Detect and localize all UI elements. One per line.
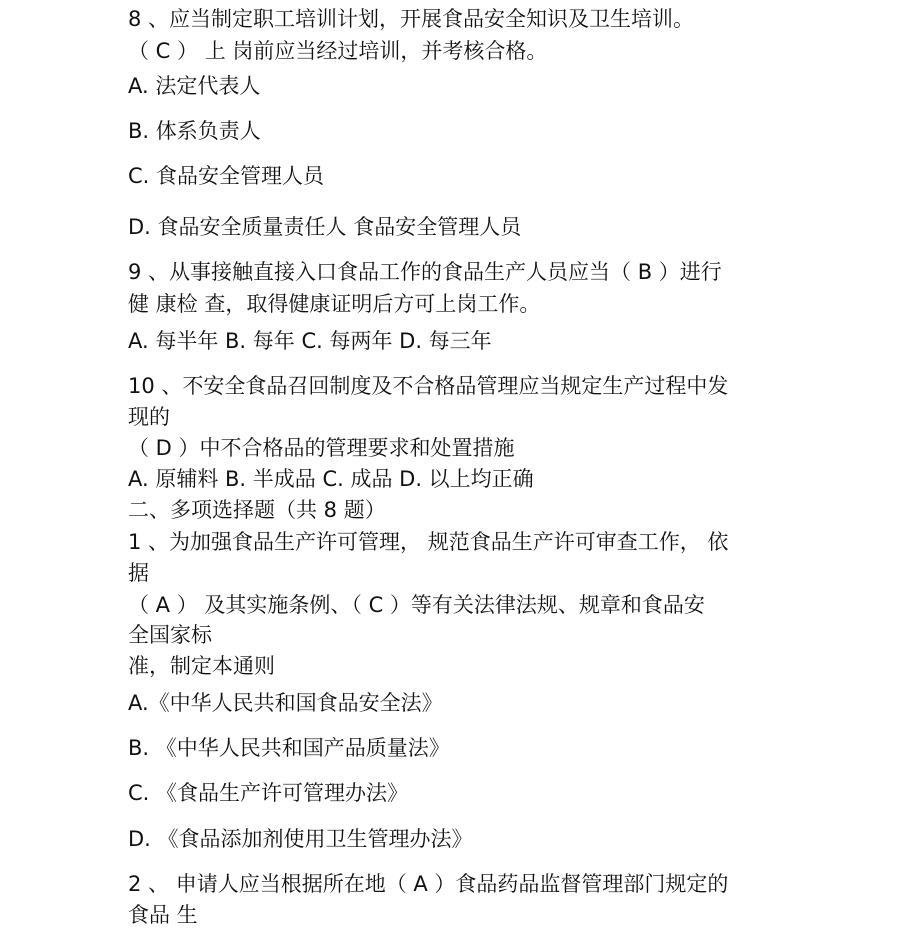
mc-question-2-line-1: 2 、 申请人应当根据所在地（ A ）食品药品监督管理部门规定的	[128, 872, 729, 896]
section-heading: 二、多项选择题（共 8 题）	[128, 498, 386, 522]
question-8-option-c: C. 食品安全管理人员	[128, 164, 325, 188]
question-10-line-3: （ D ）中不合格品的管理要求和处置措施	[128, 436, 515, 460]
mc-question-1-line-1: 1 、为加强食品生产许可管理， 规范食品生产许可审查工作， 依	[128, 530, 729, 554]
mc-question-1-line-4: 全国家标	[128, 623, 212, 647]
question-8-option-d: D. 食品安全质量责任人 食品安全管理人员	[128, 215, 522, 239]
question-9-line-2: 健 康检 查，取得健康证明后方可上岗工作。	[128, 292, 541, 316]
question-8-option-a: A. 法定代表人	[128, 74, 261, 98]
question-10-line-2: 现的	[128, 405, 170, 429]
mc-question-1-option-c: C. 《食品生产许可管理办法》	[128, 781, 409, 805]
mc-question-1-option-d: D. 《食品添加剂使用卫生管理办法》	[128, 827, 473, 851]
mc-question-1-option-a: A.《中华人民共和国食品安全法》	[128, 691, 443, 715]
mc-question-2-line-2: 食品 生	[128, 903, 198, 927]
question-9-options: A. 每半年 B. 每年 C. 每两年 D. 每三年	[128, 329, 492, 353]
mc-question-1-option-b: B. 《中华人民共和国产品质量法》	[128, 736, 450, 760]
question-10-options: A. 原辅料 B. 半成品 C. 成品 D. 以上均正确	[128, 467, 534, 491]
mc-question-1-line-2: 据	[128, 561, 149, 585]
question-8-line-1: 8 、应当制定职工培训计划，开展食品安全知识及卫生培训。	[128, 7, 695, 31]
question-8-line-2: （ C ） 上 岗前应当经过培训，并考核合格。	[128, 39, 548, 63]
question-10-line-1: 10 、不安全食品召回制度及不合格品管理应当规定生产过程中发	[128, 374, 729, 398]
question-8-option-b: B. 体系负责人	[128, 119, 261, 143]
question-9-line-1: 9 、从事接触直接入口食品工作的食品生产人员应当（ B ）进行	[128, 260, 722, 284]
mc-question-1-line-3: （ A ） 及其实施条例、（ C ）等有关法律法规、规章和食品安	[128, 593, 705, 617]
mc-question-1-line-5: 准，制定本通则	[128, 654, 275, 678]
